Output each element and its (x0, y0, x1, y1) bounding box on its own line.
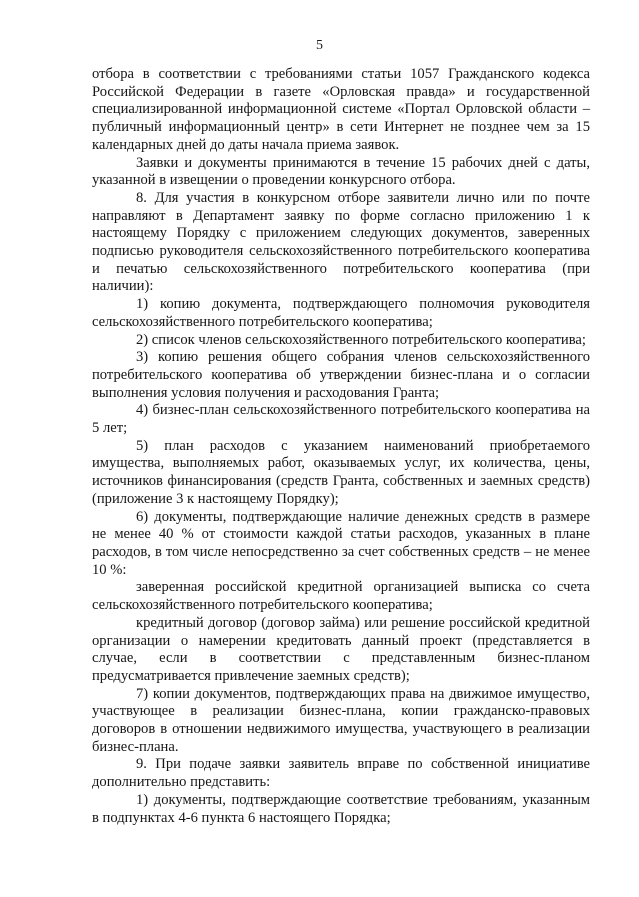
paragraph-subitem-4: 4) бизнес-план сельскохозяйственного потребительского кооператива на 5 лет; (92, 402, 590, 437)
paragraph-item-9: 9. При подаче заявки заявитель вправе по собственной инициативе дополнительно представить: (92, 756, 590, 791)
page-number: 5 (316, 38, 323, 53)
paragraph-subitem-3: 3) копию решения общего собрания членов сельскохозяйственного потребительского кооператива об утверждении бизнес-плана и о согласии выполнения условия получения и расходования Гранта; (92, 349, 590, 401)
paragraph-subitem-7: 7) копии документов, подтверждающих права на движимое имущество, участвующее в реализации бизнес-плана, копии гражданско-правовых договоров в отношении недвижимого имущества, участвующего в реализации бизнес-плана. (92, 685, 590, 755)
document-body (92, 66, 590, 827)
paragraph-subitem-6: 6) документы, подтверждающие наличие денежных средств в размере не менее 40 % от стоимости каждой статьи расходов, указанных в плане расходов, в том числе непосредственно за счет собственных средств – не менее 10 %: (92, 508, 590, 578)
paragraph-subitem-1: 1) копию документа, подтверждающего полномочия руководителя сельскохозяйственного потребительского кооператива; (92, 296, 590, 330)
paragraph-continuation: отбора в соответствии с требованиями статьи 1057 Гражданского кодекса Российской Федерации в газете «Орловская правда» и государственной специализированной информационной системе «Портал Орловской области – публичный информационный центр» в сети Интернет не позднее чем за 15 календарных дней до даты начала приема заявок. (92, 66, 590, 153)
paragraph-bank-statement: заверенная российской кредитной организацией выписка со счета сельскохозяйственного потребительского кооператива; (92, 579, 590, 614)
paragraph-applications-term: Заявки и документы принимаются в течение 15 рабочих дней с даты, указанной в извещении о проведении конкурсного отбора. (92, 154, 590, 189)
paragraph-subitem-2: 2) список членов сельскохозяйственного потребительского кооператива; (136, 331, 586, 348)
paragraph-item-8: 8. Для участия в конкурсном отборе заявители лично или по почте направляют в Департамент заявку по форме согласно приложению 1 к настоящему Порядку с приложением следующих документов, заверенных подписью руководителя сельскохозяйственного потребительского кооператива и печатью сельскохозяйственного потребительского кооператива (при наличии): (92, 189, 590, 295)
paragraph-credit-agreement: кредитный договор (договор займа) или решение российской кредитной организации о намерении кредитовать данный проект (представляется в случае, если в соответствии с представленным бизнес-планом предусматривается привлечение заемных средств); (92, 614, 590, 684)
paragraph-subitem-5: 5) план расходов с указанием наименований приобретаемого имущества, выполняемых работ, оказываемых услуг, их количества, цены, источников финансирования (средств Гранта, собственных и заемных средств) (приложение 3 к настоящему Порядку); (92, 437, 590, 507)
paragraph-item-9-subitem-1: 1) документы, подтверждающие соответствие требованиям, указанным в подпунктах 4-6 пункта 6 настоящего Порядка; (92, 791, 590, 826)
